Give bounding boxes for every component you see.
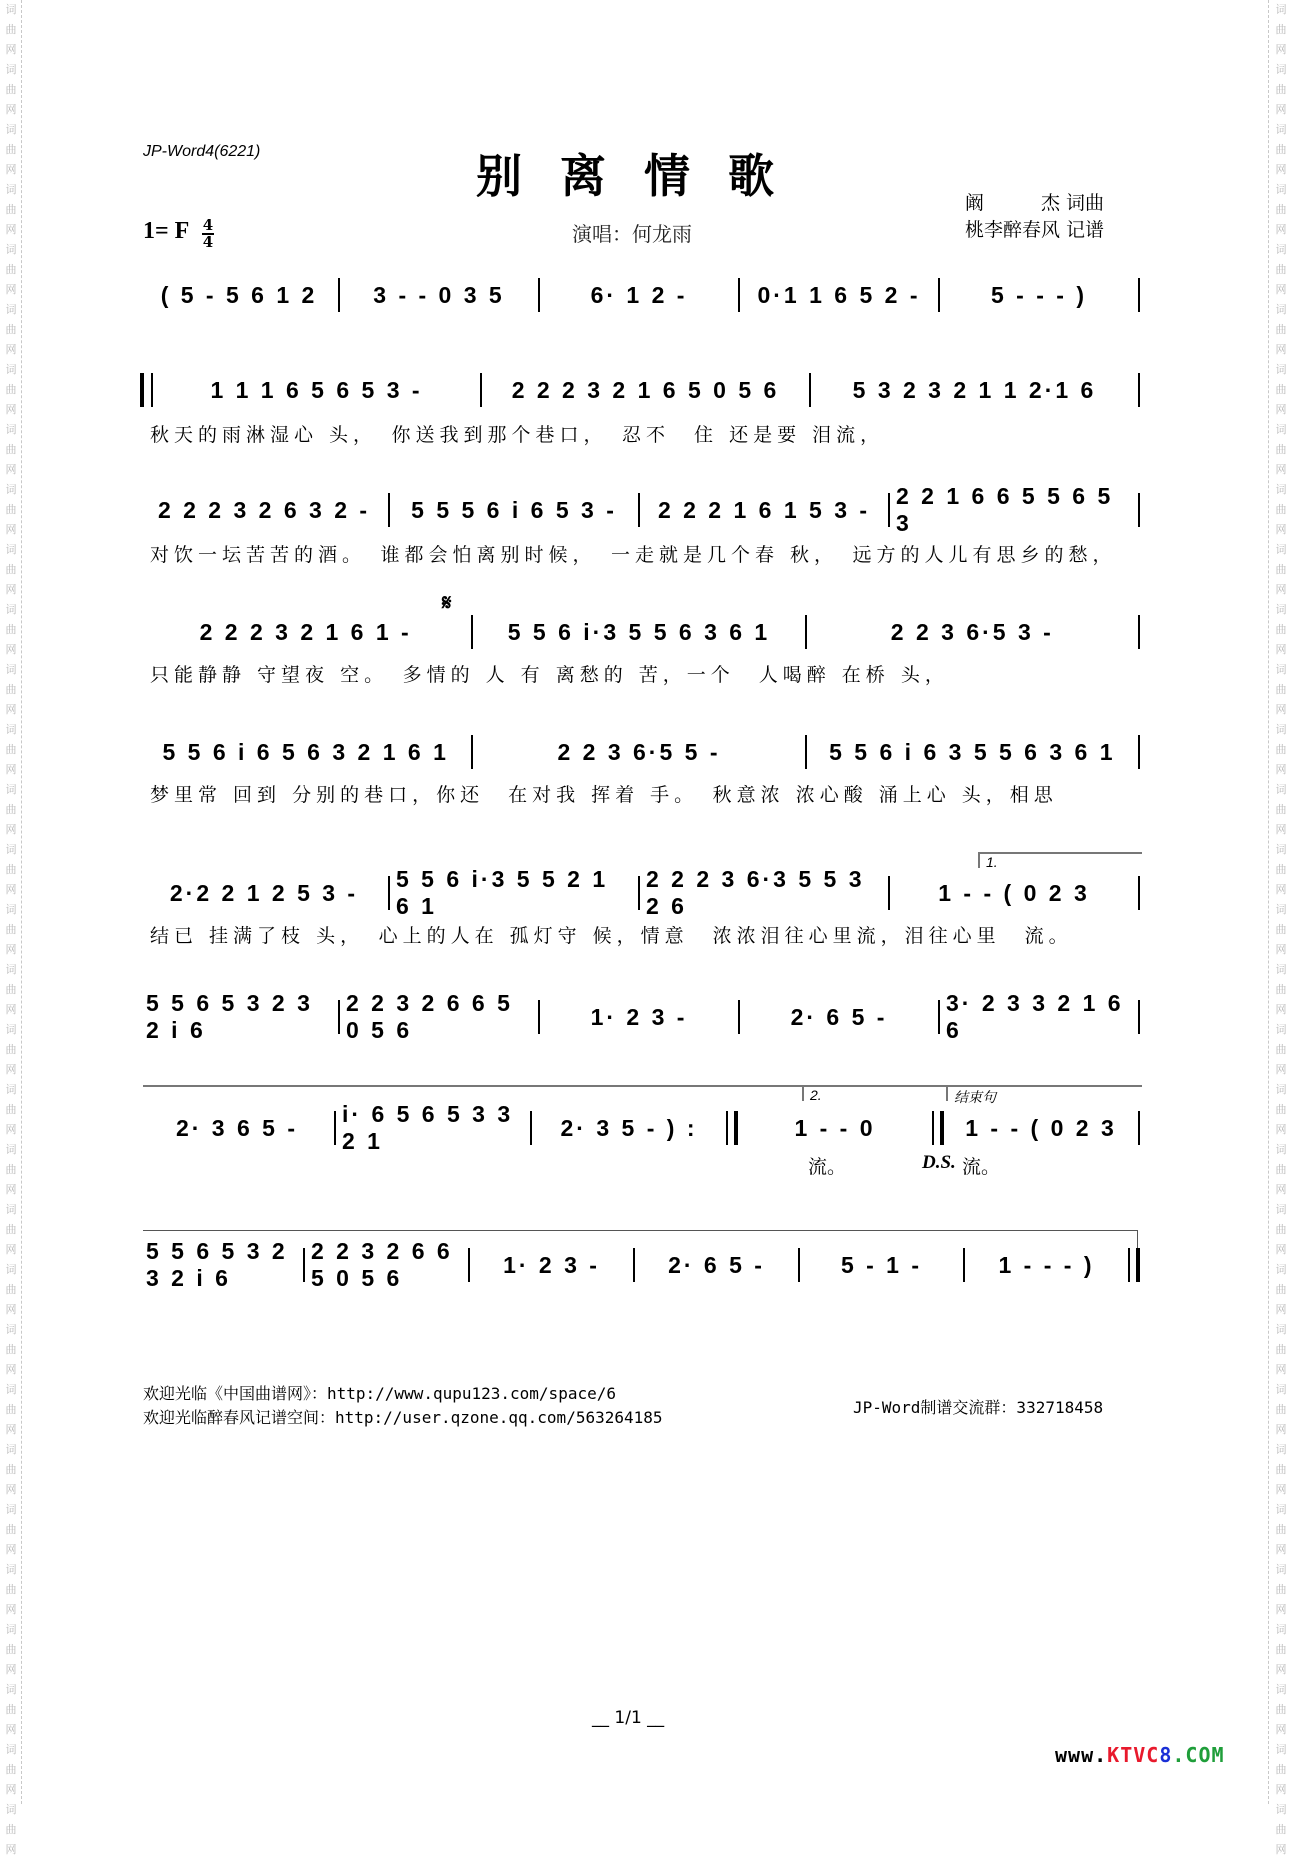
watermark-text: 词 曲 网 [5, 903, 17, 956]
measure [540, 997, 738, 1037]
logo-8: 8 [1159, 1743, 1173, 1767]
measure [340, 990, 538, 1043]
watermark-text: 词 曲 网 [5, 543, 17, 596]
notes: 2 2 2 1 6 1 5 3 - [657, 496, 871, 523]
watermark-text: 词 曲 网 [1275, 543, 1287, 596]
watermark-text: 词 曲 网 [5, 1383, 17, 1436]
watermark-text: 词 曲 网 [1275, 1383, 1287, 1436]
notes: 2 2 3 6·5 5 - [557, 738, 721, 765]
measure [140, 1238, 303, 1291]
notes: 3 - - 0 3 5 [373, 281, 505, 308]
logo-www: www. [1055, 1743, 1108, 1767]
measure [390, 490, 638, 530]
measure [740, 275, 938, 315]
dal-segno-mark: D.S. [922, 1152, 956, 1173]
watermark-text: 词 曲 网 [1275, 963, 1287, 1016]
barline [1138, 373, 1140, 407]
notes: 3· 2 3 3 2 1 6 6 [946, 990, 1124, 1043]
watermark-text: 词 曲 网 [1275, 243, 1287, 296]
notes: 2 2 2 3 2 6 3 2 - [157, 496, 371, 523]
notes: 2· 3 6 5 - [175, 1114, 299, 1141]
notes: 1 1 1 6 5 6 5 3 - [210, 376, 423, 403]
notes: 5 - - - ) [991, 281, 1087, 308]
measure [470, 1245, 633, 1285]
first-ending-bracket: 1. [978, 852, 1142, 868]
lyrics-line: 结已 挂满了枝 头， 心上的人在 孤灯守 候，情意 浓浓泪往心里流，泪往心里 流。 [150, 925, 1073, 947]
watermark-text: 词 曲 网 [5, 1803, 17, 1856]
measure [473, 612, 804, 652]
footer-group-number: JP-Word制谱交流群：332718458 [853, 1398, 1104, 1417]
measure [800, 1245, 963, 1285]
key-label: 1= F [143, 218, 190, 245]
watermark-text: 词 曲 网 [1275, 123, 1287, 176]
notes: 2 2 2 3 2 1 6 5 0 5 6 [511, 376, 780, 403]
barline [932, 1111, 944, 1145]
segno-sign: 𝄋 [442, 590, 452, 616]
notes: 1 - - - ) [998, 1251, 1095, 1278]
watermark-text: 词 曲 网 [1275, 1563, 1287, 1616]
watermark-text: 词 曲 网 [1275, 3, 1287, 56]
watermark-text: 词 曲 网 [5, 603, 17, 656]
measure [640, 866, 888, 919]
time-signature-top: 4 [202, 216, 214, 234]
barline [1138, 615, 1140, 649]
logo-com: .COM [1172, 1743, 1225, 1767]
staff-line [140, 275, 1140, 315]
notes: 2 2 3 2 6 6 5 0 5 6 [311, 1238, 453, 1291]
lyrics-line: 对饮一坛苦苦的酒。 谁都会怕离别时候， 一走就是几个春 秋， 远方的人儿有思乡的愁， [150, 544, 1117, 566]
watermark-text: 词 曲 网 [1275, 1323, 1287, 1376]
measure [473, 732, 804, 772]
notes: ( 5 - 5 6 1 2 [160, 281, 318, 308]
watermark-text: 词 曲 网 [5, 423, 17, 476]
watermark-text: 词 曲 网 [1275, 1803, 1287, 1856]
footer-link-qupu[interactable]: 欢迎光临《中国曲谱网》：http://www.qupu123.com/space/6 [143, 1384, 616, 1403]
staff-line [140, 990, 1140, 1043]
measure [540, 275, 738, 315]
watermark-text: 词 曲 网 [5, 1623, 17, 1676]
measure [740, 997, 938, 1037]
watermark-text: 词 曲 网 [5, 1023, 17, 1076]
watermark-text: 词 曲 网 [5, 1083, 17, 1136]
watermark-text: 词 曲 网 [1275, 423, 1287, 476]
measure [635, 1245, 798, 1285]
left-margin-dashed-line [21, 0, 22, 1804]
logo-c: C [1146, 1743, 1160, 1767]
key-signature [143, 218, 214, 250]
notes: 0·1 1 6 5 2 - [757, 281, 921, 308]
notes: 5 5 5 6 i 6 5 3 - [411, 496, 617, 523]
notes: 5 5 6 5 3 2 3 2 i 6 [146, 990, 313, 1043]
notes: 2· 6 5 - [668, 1251, 765, 1278]
footer-link-qzone[interactable]: 欢迎光临醉春风记谱空间：http://user.qzone.qq.com/563264185 [143, 1408, 663, 1427]
watermark-text: 词 曲 网 [5, 363, 17, 416]
notes: 1· 2 3 - [503, 1251, 600, 1278]
notes: 5 3 2 3 2 1 1 2·1 6 [852, 376, 1097, 403]
time-signature-bottom: 4 [202, 233, 214, 251]
logo-ktv: KTV [1107, 1743, 1147, 1767]
watermark-text: 词 曲 网 [5, 1743, 17, 1796]
composer-credits [965, 190, 1104, 244]
measure [890, 483, 1138, 536]
watermark-text: 词 曲 网 [5, 843, 17, 896]
measure [811, 370, 1138, 410]
staff-line [140, 866, 1140, 919]
watermark-text: 词 曲 网 [1275, 1503, 1287, 1556]
measure [140, 1108, 334, 1148]
measure [140, 612, 471, 652]
time-signature [202, 218, 214, 250]
notes: 2 2 3 6·5 3 - [890, 618, 1054, 645]
right-margin-dashed-line [1268, 0, 1269, 1804]
measure [140, 732, 471, 772]
watermark-text: 词 曲 网 [1275, 1083, 1287, 1136]
staff-line [140, 732, 1140, 772]
software-version-label: JP-Word4(6221) [143, 143, 261, 160]
watermark-text: 词 曲 网 [5, 1143, 17, 1196]
watermark-text: 词 曲 网 [5, 123, 17, 176]
measure [140, 490, 388, 530]
notes: 2· 3 5 - ) : [560, 1114, 698, 1141]
watermark-text: 词 曲 网 [5, 1503, 17, 1556]
notes: 5 5 6 i·3 5 5 2 1 6 1 [396, 866, 609, 919]
watermark-text: 词 曲 网 [5, 243, 17, 296]
measure [640, 490, 888, 530]
notes: 5 5 6 i·3 5 5 6 3 6 1 [507, 618, 771, 645]
watermark-text: 词 曲 网 [1275, 303, 1287, 356]
barline [1138, 1000, 1140, 1034]
lyrics-line: 只能静静 守望夜 空。 多情的 人 有 离愁的 苦，一个 人喝醉 在桥 头， [150, 664, 949, 686]
measure [944, 1108, 1138, 1148]
watermark-text: 词 曲 网 [5, 1683, 17, 1736]
measure [807, 732, 1138, 772]
notes: 5 5 6 i 6 5 6 3 2 1 6 1 [162, 738, 449, 765]
notes: 5 5 6 5 3 2 3 2 i 6 [146, 1238, 288, 1291]
watermark-text: 词 曲 网 [1275, 723, 1287, 776]
page-number: __ 1/1 __ [592, 1708, 665, 1728]
footer-links [143, 1382, 663, 1430]
notes: 2 2 2 3 6·3 5 5 3 2 6 [646, 866, 865, 919]
watermark-text: 词 曲 网 [5, 783, 17, 836]
barline [1138, 735, 1140, 769]
watermark-text: 词 曲 网 [1275, 1443, 1287, 1496]
watermark-text: 词 曲 网 [1275, 1683, 1287, 1736]
measure [140, 275, 338, 315]
notes: 2 2 3 2 6 6 5 0 5 6 [346, 990, 513, 1043]
barline [1138, 1111, 1140, 1145]
watermark-text: 词 曲 网 [1275, 843, 1287, 896]
watermark-text: 词 曲 网 [5, 63, 17, 116]
watermark-text: 词 曲 网 [5, 1563, 17, 1616]
notes: 1 - - 0 [794, 1114, 876, 1141]
lyrics-segment: 流。 [962, 1156, 1001, 1178]
measure [532, 1108, 726, 1148]
watermark-text: 词 曲 网 [1275, 903, 1287, 956]
watermark-text: 词 曲 网 [5, 1203, 17, 1256]
watermark-text: 词 曲 网 [1275, 663, 1287, 716]
watermark-text: 词 曲 网 [1275, 63, 1287, 116]
notes: 1 - - ( 0 2 3 [965, 1114, 1117, 1141]
watermark-text: 词 曲 网 [5, 3, 17, 56]
watermark-text: 词 曲 网 [1275, 1263, 1287, 1316]
notes: i· 6 5 6 5 3 3 2 1 [342, 1101, 514, 1154]
watermark-text: 词 曲 网 [5, 723, 17, 776]
measure [140, 873, 388, 913]
measure [890, 873, 1138, 913]
site-logo[interactable] [1055, 1743, 1225, 1767]
notes: 2 2 1 6 6 5 5 6 5 3 [896, 483, 1114, 536]
watermark-text: 词 曲 网 [5, 963, 17, 1016]
measure [305, 1238, 468, 1291]
watermark-text: 词 曲 网 [5, 303, 17, 356]
notes: 1· 2 3 - [590, 1003, 688, 1030]
watermark-text: 词 曲 网 [1275, 603, 1287, 656]
watermark-text: 词 曲 网 [1275, 483, 1287, 536]
watermark-text: 词 曲 网 [1275, 1203, 1287, 1256]
watermark-text: 词 曲 网 [1275, 1023, 1287, 1076]
measure [807, 612, 1138, 652]
measure [390, 866, 638, 919]
watermark-text: 词 曲 网 [5, 1443, 17, 1496]
measure [140, 990, 338, 1043]
measure [153, 370, 480, 410]
watermark-text: 词 曲 网 [5, 1323, 17, 1376]
notes: 5 - 1 - [840, 1251, 923, 1278]
watermark-text: 词 曲 网 [1275, 363, 1287, 416]
notes: 2· 6 5 - [790, 1003, 888, 1030]
staff-line [140, 483, 1140, 536]
measure [940, 990, 1138, 1043]
notes: 2 2 2 3 2 1 6 1 - [199, 618, 412, 645]
measure [482, 370, 809, 410]
watermark-text: 词 曲 网 [1275, 1143, 1287, 1196]
measure [340, 275, 538, 315]
measure [738, 1108, 932, 1148]
barline [1138, 876, 1140, 910]
lyrics-segment: 流。 [808, 1156, 847, 1178]
watermark-text: 词 曲 网 [1275, 1743, 1287, 1796]
watermark-text: 词 曲 网 [1275, 1623, 1287, 1676]
watermark-text: 词 曲 网 [5, 483, 17, 536]
watermark-text: 词 曲 网 [1275, 183, 1287, 236]
repeat-start-barline [140, 373, 153, 407]
watermark-text: 词 曲 网 [1275, 783, 1287, 836]
barline [726, 1111, 738, 1145]
song-title: 别离情歌 [476, 149, 812, 203]
watermark-text: 词 曲 网 [5, 183, 17, 236]
watermark-text: 词 曲 网 [5, 1263, 17, 1316]
measure [965, 1245, 1128, 1285]
barline [1128, 1248, 1140, 1282]
staff-line [140, 1238, 1140, 1291]
notes: 1 - - ( 0 2 3 [938, 879, 1090, 906]
barline [1138, 493, 1140, 527]
staff-line [140, 1101, 1140, 1154]
singer-credit: 演唱：何龙雨 [572, 222, 692, 246]
measure [940, 275, 1138, 315]
lyrics-line: 秋天的雨淋湿心 头， 你送我到那个巷口， 忍不 住 还是要 泪流， [150, 424, 885, 446]
staff-line [140, 370, 1140, 410]
notes: 6· 1 2 - [590, 281, 688, 308]
coda-ending-bracket: 结束句 [946, 1085, 1142, 1101]
staff-line [140, 612, 1140, 652]
barline [1138, 278, 1140, 312]
watermark-text: 词 曲 网 [5, 663, 17, 716]
lyrics-line: 梦里常 回到 分别的巷口，你还 在对我 挥着 手。 秋意浓 浓心酸 涌上心 头，相思 [150, 784, 1058, 806]
second-ending-bracket: 2. [802, 1085, 942, 1101]
transcriber: 桃李醉春风 记谱 [965, 219, 1105, 241]
lyricist-composer: 阚 杰 词曲 [965, 192, 1105, 214]
notes: 2·2 2 1 2 5 3 - [169, 879, 359, 906]
measure [336, 1101, 530, 1154]
notes: 5 5 6 i 6 3 5 5 6 3 6 1 [829, 738, 1116, 765]
